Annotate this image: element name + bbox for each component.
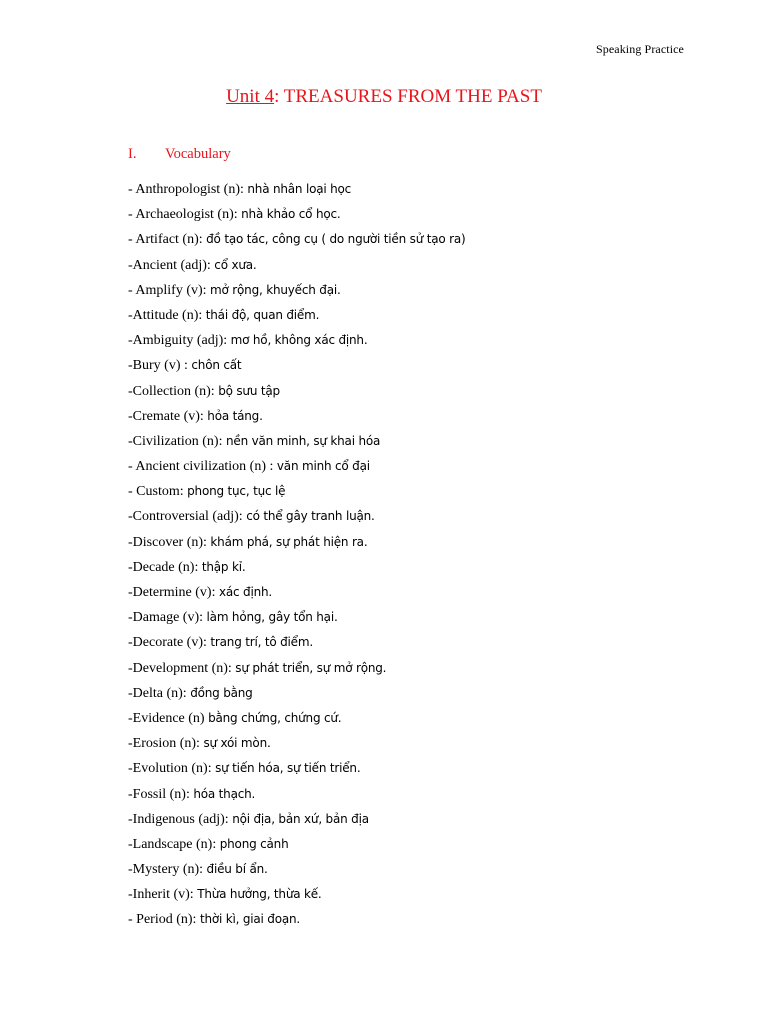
vocabulary-meaning: xác định. — [218, 585, 273, 599]
vocabulary-item — [128, 205, 466, 230]
vocabulary-term: -Indigenous (adj): — [128, 811, 233, 827]
vocabulary-item — [128, 407, 466, 432]
vocabulary-item — [128, 533, 466, 558]
vocabulary-item — [128, 885, 466, 910]
vocabulary-meaning: hóa thạch. — [193, 786, 256, 801]
vocabulary-term: - Period (n): — [128, 912, 200, 928]
vocabulary-meaning: hỏa táng. — [207, 408, 263, 423]
vocabulary-term: -Cremate (v): — [128, 408, 208, 424]
vocabulary-item — [128, 558, 466, 583]
vocabulary-meaning: cổ xưa. — [214, 257, 257, 272]
unit-title — [0, 86, 768, 108]
vocabulary-item — [128, 507, 466, 532]
vocabulary-meaning: khám phá, sự phát hiện ra. — [210, 534, 368, 549]
vocabulary-item — [128, 910, 466, 935]
vocabulary-term: -Collection (n): — [128, 383, 219, 399]
vocabulary-item — [128, 659, 466, 684]
vocabulary-item — [128, 230, 466, 255]
vocabulary-item — [128, 785, 466, 810]
vocabulary-meaning: phong tục, tục lệ — [187, 484, 286, 499]
vocabulary-meaning: điều bí ẩn. — [206, 862, 268, 877]
vocabulary-meaning: có thể gây tranh luận. — [246, 509, 375, 524]
vocabulary-meaning: đồng bằng — [190, 685, 253, 700]
vocabulary-term: -Development (n): — [128, 660, 236, 676]
vocabulary-meaning: sự tiến hóa, sự tiến triển. — [215, 761, 361, 776]
vocabulary-item — [128, 583, 466, 608]
vocabulary-term: -Delta (n): — [128, 685, 191, 701]
vocabulary-term: -Determine (v): — [128, 585, 219, 600]
vocabulary-meaning: sự xói mòn. — [203, 736, 271, 751]
vocabulary-term: -Damage (v): — [128, 610, 207, 626]
vocabulary-item — [128, 835, 466, 860]
vocabulary-term: -Fossil (n): — [128, 786, 194, 802]
vocabulary-term: -Decade (n): — [128, 559, 202, 575]
vocabulary-item — [128, 860, 466, 885]
vocabulary-term: - Amplify (v): — [128, 282, 211, 298]
vocabulary-meaning: làm hỏng, gây tổn hại. — [206, 610, 338, 625]
section-heading — [128, 146, 231, 163]
vocabulary-meaning: thái độ, quan điểm. — [205, 307, 320, 322]
vocabulary-term: -Inherit (v): — [128, 887, 198, 903]
vocabulary-meaning: trang trí, tô điểm. — [210, 635, 313, 650]
vocabulary-meaning: phong cảnh — [219, 836, 289, 851]
vocabulary-meaning: thời kì, giai đoạn. — [199, 912, 301, 927]
vocabulary-item — [128, 356, 466, 381]
vocabulary-item — [128, 734, 466, 759]
vocabulary-item — [128, 684, 466, 709]
vocabulary-item — [128, 180, 466, 205]
vocabulary-term: -Erosion (n): — [128, 736, 204, 752]
vocabulary-meaning: nội địa, bản xứ, bản địa — [232, 811, 369, 826]
vocabulary-item — [128, 432, 466, 457]
vocabulary-term: -Civilization (n): — [128, 433, 226, 449]
unit-number: Unit 4 — [226, 86, 275, 107]
page-header: Speaking Practice — [595, 42, 684, 56]
vocabulary-term: -Evidence (n) — [128, 710, 209, 726]
vocabulary-item — [128, 281, 466, 306]
vocabulary-meaning: sự phát triển, sự mở rộng. — [235, 660, 387, 675]
vocabulary-term: - Anthropologist (n): — [128, 182, 248, 197]
vocabulary-term: -Ancient (adj): — [128, 257, 215, 273]
vocabulary-meaning: nhà nhân loại học — [247, 182, 352, 196]
vocabulary-meaning: bộ sưu tập — [218, 383, 280, 398]
vocabulary-term: -Controversial (adj): — [128, 509, 247, 525]
vocabulary-list — [128, 180, 466, 936]
vocabulary-term: - Custom: — [128, 484, 188, 500]
vocabulary-meaning: Thừa hưởng, thừa kế. — [197, 887, 322, 902]
vocabulary-meaning: nền văn minh, sự khai hóa — [225, 433, 381, 448]
vocabulary-item — [128, 482, 466, 507]
vocabulary-item — [128, 382, 466, 407]
vocabulary-item — [128, 331, 466, 356]
vocabulary-term: -Decorate (v): — [128, 635, 211, 651]
vocabulary-term: -Landscape (n): — [128, 836, 220, 852]
vocabulary-item — [128, 256, 466, 281]
vocabulary-meaning: chôn cất — [191, 358, 242, 373]
vocabulary-item — [128, 306, 466, 331]
vocabulary-meaning: thập kỉ. — [201, 559, 246, 574]
section-number: I. — [128, 146, 137, 162]
vocabulary-meaning: văn minh cổ đại — [276, 459, 370, 474]
vocabulary-term: -Evolution (n): — [128, 761, 216, 777]
vocabulary-meaning: đồ tạo tác, công cụ ( do người tiền sử tạo ra) — [206, 232, 466, 247]
vocabulary-item — [128, 633, 466, 658]
vocabulary-term: -Discover (n): — [128, 534, 211, 550]
vocabulary-item — [128, 709, 466, 734]
vocabulary-term: - Artifact (n): — [128, 232, 207, 248]
vocabulary-term: -Mystery (n): — [128, 862, 207, 878]
vocabulary-term: -Ambiguity (adj): — [128, 333, 231, 349]
vocabulary-term: - Archaeologist (n): — [128, 207, 242, 223]
unit-name: : TREASURES FROM THE PAST — [274, 86, 542, 107]
vocabulary-term: - Ancient civilization (n) : — [128, 459, 277, 475]
vocabulary-meaning: nhà khảo cổ học. — [241, 207, 341, 222]
vocabulary-meaning: bằng chứng, chứng cứ. — [208, 710, 342, 725]
vocabulary-item — [128, 608, 466, 633]
vocabulary-term: -Attitude (n): — [128, 307, 206, 323]
vocabulary-item — [128, 810, 466, 835]
vocabulary-item — [128, 457, 466, 482]
vocabulary-item — [128, 759, 466, 784]
vocabulary-term: -Bury (v) : — [128, 358, 192, 374]
vocabulary-meaning: mở rộng, khuyếch đại. — [210, 282, 341, 297]
vocabulary-meaning: mơ hồ, không xác định. — [230, 333, 368, 348]
section-label: Vocabulary — [165, 146, 231, 162]
